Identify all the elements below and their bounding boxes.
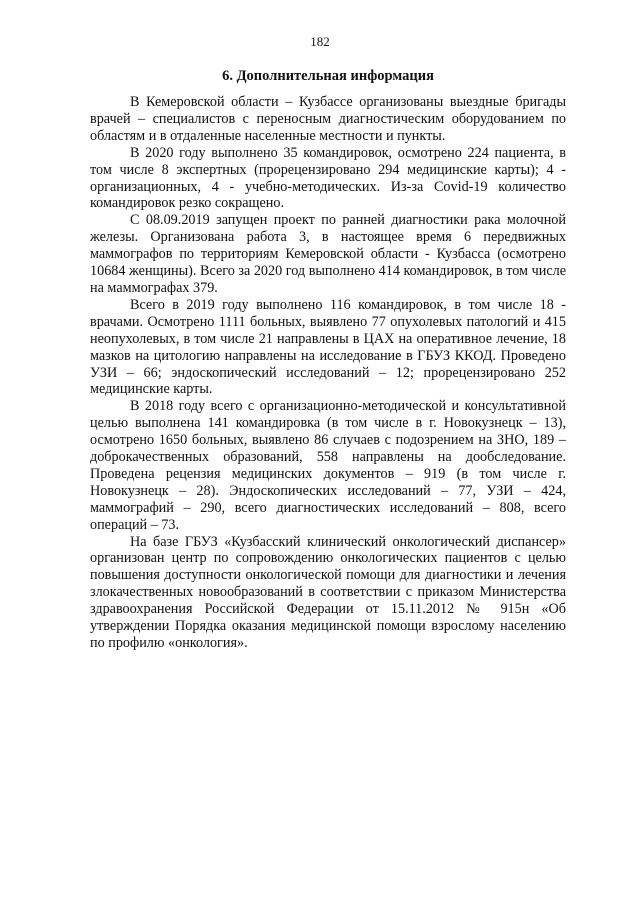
paragraph-mammography-project: С 08.09.2019 запущен проект по ранней диагностики рака молочной железы. Организована работа 3, в настоящее время 6 передвижных маммографов по территориям Кемеровской области - Кузбасса (осмотрено 10684 женщины). Всего за 2020 год выполнено 414 командировок, в том числе на маммографах 379.	[90, 212, 566, 296]
paragraph-mobile-teams: В Кемеровской области – Кузбассе организованы выездные бригады врачей – специалистов с переносным диагностическим оборудованием по областям и в отдаленные населенные местности и пункты.	[90, 94, 566, 144]
page-number: 182	[310, 34, 330, 49]
body-text	[90, 94, 566, 652]
section-heading: 6. Дополнительная информация	[222, 68, 434, 84]
paragraph-2018-trips: В 2018 году всего с организационно-методической и консультативной целью выполнена 141 командировка (в том числе в г. Новокузнецк – 13), осмотрено 1650 больных, выявлено 86 случаев с подозрением на ЗНО, 189 – доброкачественных образований, 558 направлены на дообследование. Проведена рецензия медицинских документов – 919 (в том числе г. Новокузнецк – 28). Эндоскопических исследований – 77, УЗИ – 424, маммографий – 290, всего диагностических исследований – 808, всего операций – 73.	[90, 398, 566, 533]
paragraph-2020-trips: В 2020 году выполнено 35 командировок, осмотрено 224 пациента, в том числе 8 экспертных (прорецензировано 294 медицинские карты); 4 - организационных, 4 - учебно-методических. Из-за Covid-19 количество командировок резко сокращено.	[90, 144, 567, 212]
paragraph-support-center: На базе ГБУЗ «Кузбасский клинический онкологический диспансер» организован центр по сопровождению онкологических пациентов с целью повышения доступности онкологической помощи для диагностики и лечения злокачественных новообразований в соответствии с приказом Министерства здравоохранения Российской Федерации от 15.11.2012 № 915н «Об утверждении Порядка оказания медицинской помощи взрослому населению по профилю «онкология».	[90, 533, 566, 651]
paragraph-2019-trips: Всего в 2019 году выполнено 116 командировок, в том числе 18 - врачами. Осмотрено 1111 больных, выявлено 77 опухолевых патологий и 415 неопухолевых, в том числе 21 направлены в ЦАХ на оперативное лечение, 18 мазков на цитологию направлены на исследование в ГБУЗ ККОД. Проведено УЗИ – 66; эндоскопический исследований – 12; прорецензировано 252 медицинские карты.	[90, 296, 566, 398]
